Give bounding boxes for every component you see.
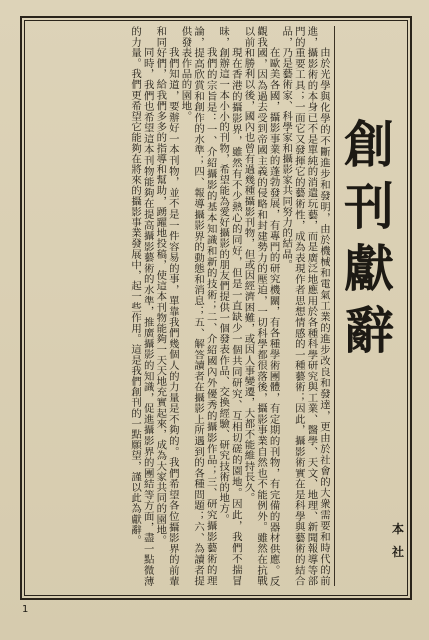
body-paragraph: 我們知道，要辦好一本刊物，並不是一件容易的事，單靠我們幾個人的力量是不夠的。我們希望各位攝影界的前輩和同好們，給我們多多的指導和幫助，踴躍地投稿，使這本刊物能夠一天天地充實起來，成為大家共同的園地。 xyxy=(154,26,179,586)
body-paragraph: 由於光學與化學的不斷進步和發明，由於機械和電氣工業的進步改良和發達，更由於社會的大衆需要和時代的前進，攝影術的本身已不是單純的消遣玩藝，而是廣泛地應用於各種科學研究與工業、醫學、天文、地理、新聞報導等部門的重要工具；一面它又發揮它的藝術性，成為表現作者思想情感的一種藝術；因此，攝影術實在是科學與藝術的結合品，乃是藝術家、科學家和攝影家共同努力的結晶。 xyxy=(280,26,330,586)
body-paragraph: 現在香港的攝影界，雖然有不少熱心的同好，但是一直缺少一個共同研究、互相切磋的園地。因此，我們不揣冒昧，創辦這一本小小的刊物，希望能為愛好攝影的朋友們提供一個發表作品、交換經驗、研究技術的地方。 xyxy=(217,26,242,586)
title-char: 刊 xyxy=(344,177,394,236)
article-title xyxy=(338,115,400,450)
title-char: 獻 xyxy=(344,239,394,298)
article-body xyxy=(30,26,330,586)
body-paragraph: 在歐美各國，攝影事業的蓬勃發展，有專門的研究機關，有各種學術團體，有定期的刊物，有完備的器材供應。反觀我國，因為過去受到帝國主義的侵略和封建勢力的壓迫，一切科學都很落後，攝影事業自然也不能例外。雖然在抗戰以前和勝利以後，國內也曾有過幾種攝影刊物，但或因經濟困難，或因人事變遷，大都不能維持長久。 xyxy=(242,26,280,586)
title-char: 創 xyxy=(344,115,394,174)
page-number: 1 xyxy=(22,604,29,615)
article-author xyxy=(388,520,408,560)
body-paragraph: 同時，我們也希望這本刊物能夠在提高攝影藝術的水準，推廣攝影的知識，促進攝影界的團結等方面，盡一點微薄的力量。我們更希望它能夠在將來的攝影事業發展中，起一些作用。這是我們創刊的一點願望，謹以此為獻辭。 xyxy=(129,26,154,586)
column-divider xyxy=(334,26,335,586)
author-char: 本 xyxy=(391,522,404,536)
title-char: 辭 xyxy=(344,301,394,360)
author-char: 社 xyxy=(391,545,404,559)
body-paragraph: 我們的宗旨是：一、介紹攝影的基本知識和新的技術；二、介紹國內外優秀的攝影作品；三、研究攝影藝術的理論，提高欣賞和創作的水準；四、報導攝影界的動態和消息；五、解答讀者在攝影上所遇到的各種問題；六、為讀者提供發表作品的園地。 xyxy=(179,26,217,586)
